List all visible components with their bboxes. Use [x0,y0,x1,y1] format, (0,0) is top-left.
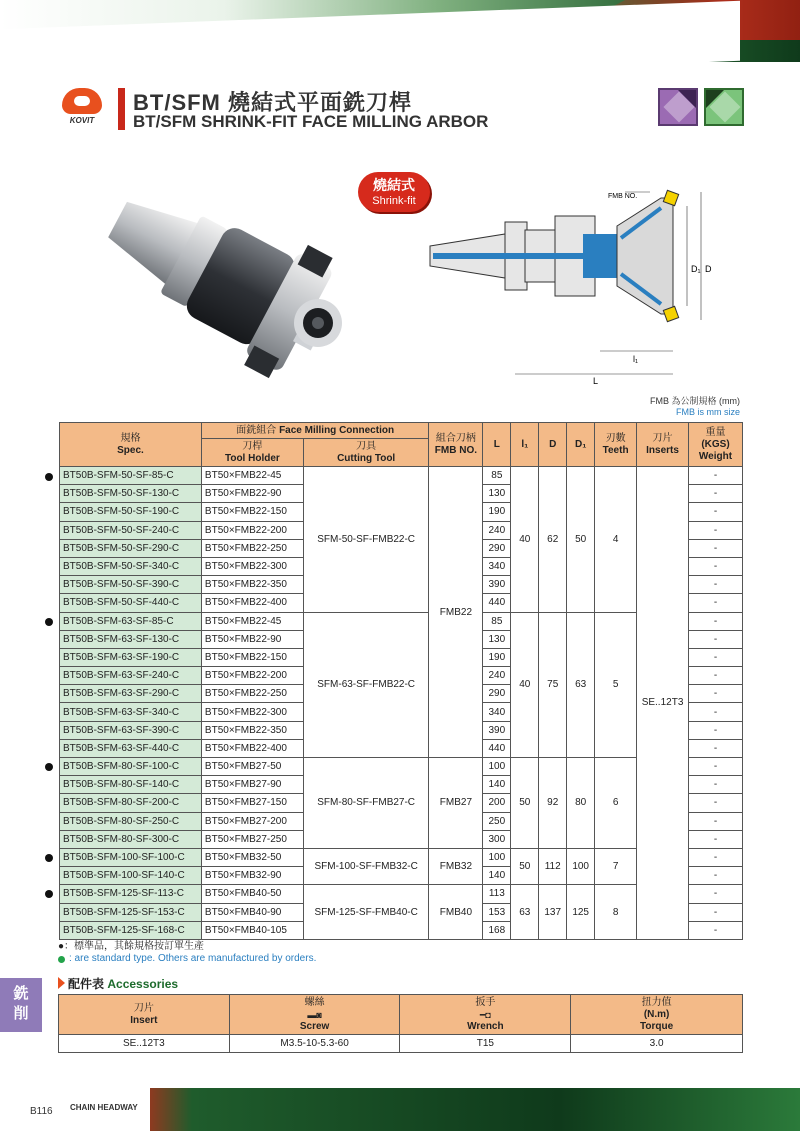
chain-headway-logo: CHAIN HEADWAY [70,1103,138,1112]
spec-cell: BT50B-SFM-100-SF-100-C [60,848,202,866]
connection-header: 面銑組合 Face Milling Connection [201,423,429,439]
l-cell: 85 [483,467,511,485]
weight-cell: - [689,467,743,485]
standard-marker [45,473,53,481]
tool-holder-cell: BT50×FMB22-150 [201,648,303,666]
l-cell: 100 [483,758,511,776]
spec-cell: BT50B-SFM-80-SF-200-C [60,794,202,812]
standard-marker [45,890,53,898]
cutting-tool-cell: SFM-100-SF-FMB32-C [303,848,429,884]
weight-cell: - [689,485,743,503]
tool-holder-cell: BT50×FMB22-90 [201,485,303,503]
weight-cell: - [689,539,743,557]
table-row [60,467,743,485]
spec-cell: BT50B-SFM-80-SF-140-C [60,776,202,794]
spec-cell: BT50B-SFM-50-SF-390-C [60,576,202,594]
spec-cell: BT50B-SFM-63-SF-190-C [60,648,202,666]
d-label: D [705,264,712,274]
tool-holder-cell: BT50×FMB22-300 [201,703,303,721]
tool-holder-cell: BT50×FMB22-45 [201,467,303,485]
screw-header: 螺絲 ▬◙ Screw [229,995,400,1035]
l-cell: 85 [483,612,511,630]
fmb-header: 組合刀柄 FMB NO. [429,423,483,467]
spec-cell: BT50B-SFM-100-SF-140-C [60,867,202,885]
tool-holder-cell: BT50×FMB22-200 [201,521,303,539]
insert-header: 刀片 Insert [59,995,230,1035]
l-cell: 240 [483,667,511,685]
l-cell: 440 [483,594,511,612]
weight-cell: - [689,867,743,885]
spec-cell: BT50B-SFM-63-SF-440-C [60,739,202,757]
tool-holder-cell: BT50×FMB22-400 [201,594,303,612]
teeth-cell: 6 [595,758,637,849]
weight-cell: - [689,557,743,575]
teeth-cell: 4 [595,467,637,613]
l-cell: 340 [483,703,511,721]
l-cell: 190 [483,503,511,521]
tool-holder-cell: BT50×FMB22-400 [201,739,303,757]
weight-header: 重量 (KGS) Weight [689,423,743,467]
weight-cell: - [689,721,743,739]
torque-value: 3.0 [571,1035,743,1053]
l-cell: 390 [483,721,511,739]
accessories-title: 配件表 Accessories [58,975,178,992]
weight-cell: - [689,685,743,703]
tool-holder-cell: BT50×FMB40-105 [201,921,303,939]
tool-holder-header: 刀桿 Tool Holder [201,439,303,467]
weight-cell: - [689,594,743,612]
milling-section-tab[interactable]: 銑 削 [0,978,42,1032]
l-cell: 440 [483,739,511,757]
tool-holder-cell: BT50×FMB32-50 [201,848,303,866]
tool-holder-cell: BT50×FMB22-45 [201,612,303,630]
l1-cell: 63 [511,885,539,940]
l-cell: 340 [483,557,511,575]
page-title-zh: BT/SFM 燒結式平面銑刀桿 [133,90,412,115]
tool-holder-cell: BT50×FMB22-90 [201,630,303,648]
weight-cell: - [689,630,743,648]
spec-cell: BT50B-SFM-63-SF-340-C [60,703,202,721]
teeth-header: 刃數 Teeth [595,423,637,467]
teeth-cell: 5 [595,612,637,758]
fmb-cell: FMB40 [429,885,483,940]
insert-category-icon [704,88,744,126]
l1-label: l₁ [633,354,639,364]
l-cell: 300 [483,830,511,848]
tool-holder-cell: BT50×FMB27-150 [201,794,303,812]
standard-marker [45,618,53,626]
tool-holder-cell: BT50×FMB22-250 [201,685,303,703]
spec-cell: BT50B-SFM-63-SF-130-C [60,630,202,648]
l-cell: 130 [483,630,511,648]
fmb-no-label: FMB NO. [608,193,638,200]
top-decorative-band [0,0,800,62]
milling-category-icon [658,88,698,126]
l-label: L [593,376,599,386]
tool-holder-cell: BT50×FMB27-90 [201,776,303,794]
weight-cell: - [689,848,743,866]
spec-cell: BT50B-SFM-50-SF-290-C [60,539,202,557]
l-cell: 290 [483,539,511,557]
spec-cell: BT50B-SFM-80-SF-300-C [60,830,202,848]
spec-table [59,422,743,940]
inserts-cell: SE..12T3 [637,467,689,940]
legend-black: ●：標準品，其餘規格按訂單生產 [58,941,205,952]
spec-cell: BT50B-SFM-80-SF-100-C [60,758,202,776]
l-cell: 153 [483,903,511,921]
accessories-table [58,994,743,1053]
d1-cell: 100 [567,848,595,884]
weight-cell: - [689,503,743,521]
weight-cell: - [689,576,743,594]
tool-holder-cell: BT50×FMB27-250 [201,830,303,848]
cutting-tool-cell: SFM-50-SF-FMB22-C [303,467,429,613]
spec-cell: BT50B-SFM-50-SF-130-C [60,485,202,503]
d1-label: D₁ [691,264,701,274]
tool-holder-cell: BT50×FMB32-90 [201,867,303,885]
weight-cell: - [689,703,743,721]
l-cell: 130 [483,485,511,503]
l1-cell: 50 [511,848,539,884]
screw-value: M3.5-10-5.3-60 [229,1035,400,1053]
d1-cell: 125 [567,885,595,940]
shrink-fit-badge: 燒結式 Shrink-fit [358,172,430,212]
wrench-header: 扳手 ━◘ Wrench [400,995,571,1035]
weight-cell: - [689,921,743,939]
weight-cell: - [689,612,743,630]
spec-cell: BT50B-SFM-63-SF-390-C [60,721,202,739]
cutting-tool-cell: SFM-63-SF-FMB22-C [303,612,429,758]
l-cell: 140 [483,867,511,885]
torque-header: 扭力值 (N.m) Torque [571,995,743,1035]
d1-cell: 50 [567,467,595,613]
l-cell: 100 [483,848,511,866]
d1-header: D₁ [567,423,595,467]
triangle-icon [58,977,65,989]
l-cell: 168 [483,921,511,939]
weight-cell: - [689,812,743,830]
weight-cell: - [689,794,743,812]
product-photo [80,165,390,405]
tool-holder-cell: BT50×FMB22-300 [201,557,303,575]
d-cell: 92 [539,758,567,849]
insert-value: SE..12T3 [59,1035,230,1053]
d1-cell: 63 [567,612,595,758]
tool-holder-cell: BT50×FMB22-150 [201,503,303,521]
weight-cell: - [689,739,743,757]
d1-cell: 80 [567,758,595,849]
l-cell: 190 [483,648,511,666]
l1-cell: 40 [511,612,539,758]
inserts-header: 刀片 Inserts [637,423,689,467]
teeth-cell: 8 [595,885,637,940]
tool-holder-cell: BT50×FMB22-350 [201,721,303,739]
cutting-tool-header: 刀具 Cutting Tool [303,439,429,467]
weight-cell: - [689,521,743,539]
wrench-icon: ━◘ [479,1009,491,1020]
spec-cell: BT50B-SFM-50-SF-85-C [60,467,202,485]
legend [58,941,316,965]
tool-holder-cell: BT50×FMB22-200 [201,667,303,685]
weight-cell: - [689,667,743,685]
spec-cell: BT50B-SFM-63-SF-85-C [60,612,202,630]
weight-cell: - [689,648,743,666]
l-cell: 290 [483,685,511,703]
teeth-cell: 7 [595,848,637,884]
l-header: L [483,423,511,467]
weight-cell: - [689,758,743,776]
fmb-size-note: FMB 為公制規格 (mm) FMB is mm size [650,396,740,417]
fmb-cell: FMB22 [429,467,483,758]
wrench-value: T15 [400,1035,571,1053]
l1-header: l₁ [511,423,539,467]
cutting-tool-cell: SFM-125-SF-FMB40-C [303,885,429,940]
page-number: B116 [30,1106,53,1117]
d-cell: 75 [539,612,567,758]
l1-cell: 50 [511,758,539,849]
tool-holder-cell: BT50×FMB27-200 [201,812,303,830]
page-title-en: BT/SFM SHRINK-FIT FACE MILLING ARBOR [133,112,489,131]
l-cell: 390 [483,576,511,594]
fmb-cell: FMB32 [429,848,483,884]
spec-cell: BT50B-SFM-50-SF-340-C [60,557,202,575]
weight-cell: - [689,903,743,921]
spec-cell: BT50B-SFM-125-SF-168-C [60,921,202,939]
tool-holder-cell: BT50×FMB22-350 [201,576,303,594]
tool-holder-cell: BT50×FMB27-50 [201,758,303,776]
spec-cell: BT50B-SFM-125-SF-153-C [60,903,202,921]
spec-cell: BT50B-SFM-50-SF-190-C [60,503,202,521]
tool-holder-cell: BT50×FMB40-50 [201,885,303,903]
tool-holder-cell: BT50×FMB40-90 [201,903,303,921]
standard-marker [45,854,53,862]
title-accent-bar [118,88,125,130]
spec-cell: BT50B-SFM-125-SF-113-C [60,885,202,903]
technical-diagram [425,186,755,386]
spec-cell: BT50B-SFM-63-SF-290-C [60,685,202,703]
l1-cell: 40 [511,467,539,613]
l-cell: 250 [483,812,511,830]
d-cell: 137 [539,885,567,940]
tool-holder-cell: BT50×FMB22-250 [201,539,303,557]
l-cell: 140 [483,776,511,794]
l-cell: 113 [483,885,511,903]
legend-green: : are standard type. Others are manufactured by orders. [69,953,317,964]
spec-cell: BT50B-SFM-50-SF-440-C [60,594,202,612]
l-cell: 200 [483,794,511,812]
legend-green-dot [58,956,65,963]
spec-cell: BT50B-SFM-80-SF-250-C [60,812,202,830]
d-cell: 112 [539,848,567,884]
spec-cell: BT50B-SFM-63-SF-240-C [60,667,202,685]
fmb-cell: FMB27 [429,758,483,849]
spec-header: 規格 Spec. [60,423,202,467]
weight-cell: - [689,885,743,903]
kovit-logo: KOVIT [58,86,106,132]
l-cell: 240 [483,521,511,539]
d-cell: 62 [539,467,567,613]
standard-marker [45,763,53,771]
cutting-tool-cell: SFM-80-SF-FMB27-C [303,758,429,849]
weight-cell: - [689,830,743,848]
d-header: D [539,423,567,467]
screw-icon: ▬◙ [307,1009,322,1020]
weight-cell: - [689,776,743,794]
spec-cell: BT50B-SFM-50-SF-240-C [60,521,202,539]
